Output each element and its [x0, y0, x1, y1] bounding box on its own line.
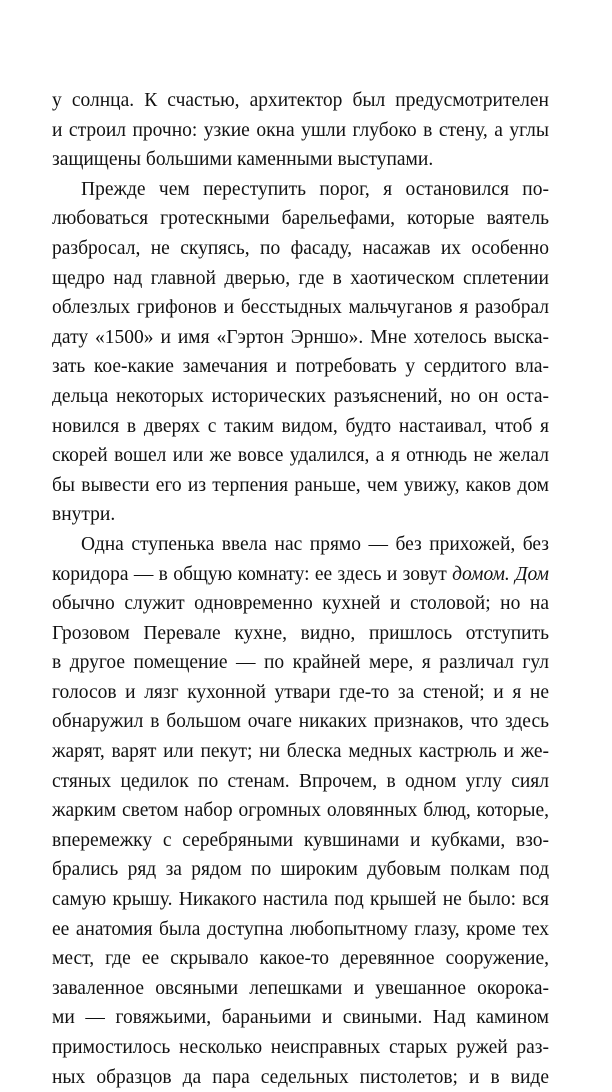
text-line: примостилось несколько неисправных старых ружей раз- [52, 1037, 549, 1058]
text-line: защищены большими каменными выступами. [52, 149, 434, 171]
text-line: жарким светом набор огромных оловянных блюд, которые, [52, 800, 549, 822]
text-line: и строил прочно: узкие окна ушли глубоко в стену, а углы [52, 119, 549, 141]
text-line: голосов и лязг кухонной утвари где-то за стеной; и я не [52, 681, 549, 703]
text-line: любоваться гротескными барельефами, которые ваятель [52, 208, 549, 230]
text-line: обнаружил в большом очаге никаких признаков, что здесь [52, 711, 549, 733]
text-line: новился в дверях с таким видом, будто настаивал, чтоб я [52, 415, 549, 437]
text-segment: коридора — в общую комнату: ее здесь и зовут [52, 563, 447, 585]
text-line: жарят, варят или пекут; ни блеска медных кастрюль и же- [52, 741, 549, 763]
text-line: в другое помещение — по крайней мере, я различал гул [52, 652, 549, 674]
text-line: разбросал, не скупясь, по фасаду, насажав их особенно [52, 237, 549, 259]
italic-text: домом. Дом [452, 563, 550, 585]
text-line: у солнца. К счастью, архитектор был предусмотрителен [52, 90, 549, 111]
book-page [52, 86, 549, 1092]
text-line: Грозовом Перевале кухне, видно, пришлось отступить [52, 622, 549, 644]
text-line: бы вывести его из терпения раньше, чем увижу, каков дом [52, 474, 549, 496]
text-line: щедро над главной дверью, где в хаотическом сплетении [52, 267, 549, 289]
text-line: вперемежку с серебряными кувшинами и кубками, взо- [52, 829, 549, 851]
text-line: облезлых грифонов и бесстыдных мальчуганов я разобрал [52, 297, 549, 319]
text-line: скорей вошел или же вовсе удалился, а я отнюдь не желал [52, 445, 549, 467]
text-line: самую крышу. Никакого настила под крышей не было: вся [52, 889, 549, 911]
paragraph-1 [52, 86, 549, 175]
text-line: стяных цедилок по стенам. Впрочем, в одном углу сиял [52, 770, 549, 792]
text-line: внутри. [52, 504, 116, 526]
text-line: ее анатомия была доступна любопытному глазу, кроме тех [52, 918, 549, 940]
text-line: брались ряд за рядом по широким дубовым полкам под [52, 859, 549, 881]
text-line: обычно служит одновременно кухней и столовой; но на [52, 593, 549, 615]
text-line: дельца некоторых исторических разъяснений, но он оста- [52, 385, 549, 407]
text-line [52, 560, 549, 590]
text-line: ных образцов да пара седельных пистолетов; и в виде [52, 1066, 549, 1088]
text-line: зать кое-какие замечания и потребовать у сердитого вла- [52, 356, 549, 378]
text-line: дату «1500» и имя «Гэртон Эрншо». Мне хотелось выска- [52, 326, 549, 348]
text-line: Прежде чем переступить порог, я остановился по- [81, 178, 549, 200]
text-line: ми — говяжьими, бараньими и свиными. Над камином [52, 1007, 549, 1029]
text-line: Одна ступенька ввела нас прямо — без прихожей, без [81, 533, 549, 555]
text-line: мест, где ее скрывало какое-то деревянное сооружение, [52, 948, 549, 970]
text-line: заваленное овсяными лепешками и увешанное окорока- [52, 977, 549, 999]
paragraph-2 [52, 175, 549, 530]
paragraph-3 [52, 530, 549, 1092]
